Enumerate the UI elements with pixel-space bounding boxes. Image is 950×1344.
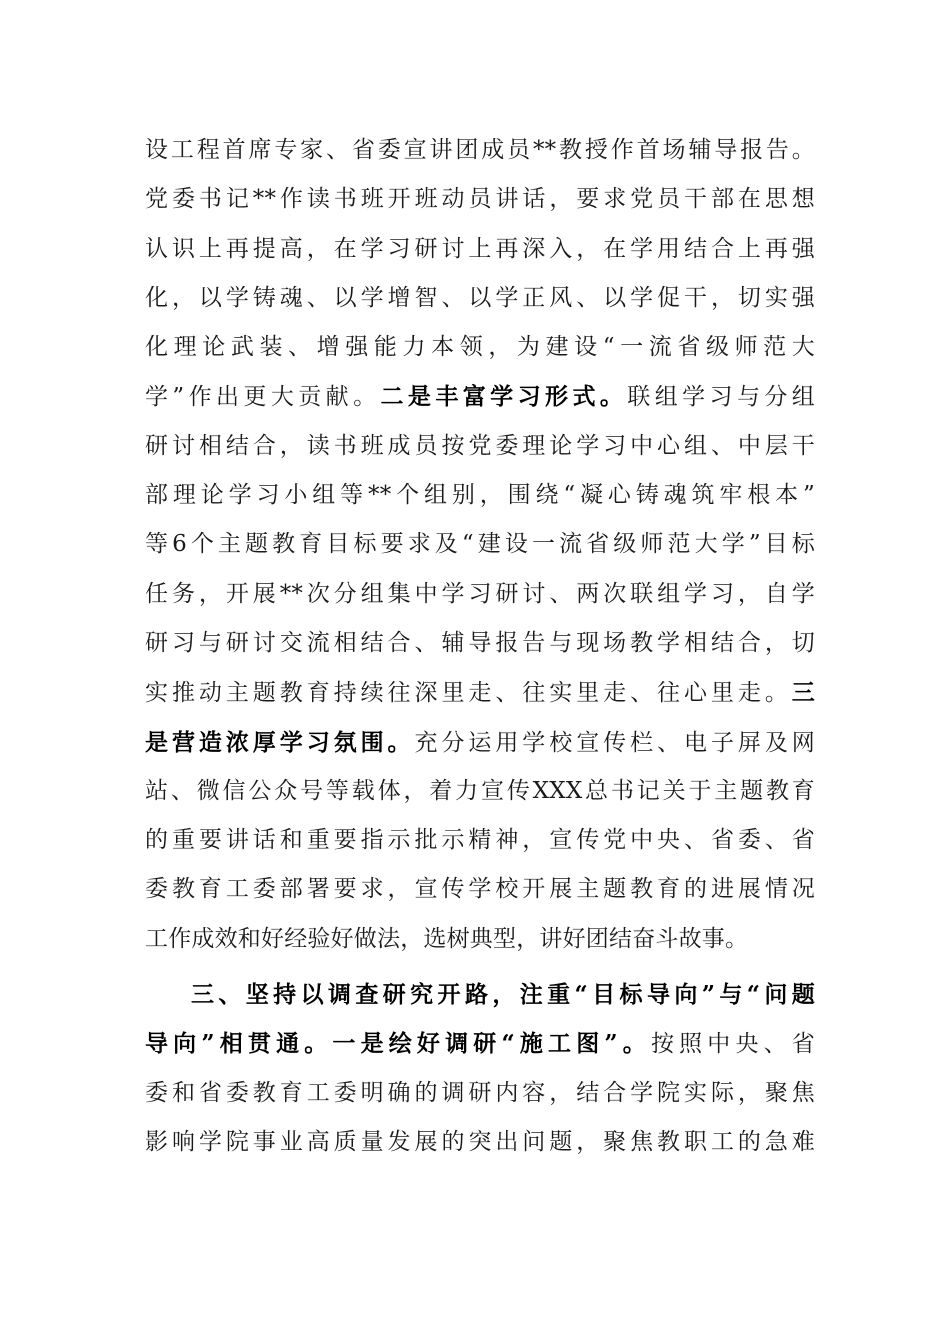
text-segment: 认识上再提高，在学习研讨上再深入，在学用结合上再强 (145, 235, 815, 262)
text-line (145, 1118, 815, 1167)
text-line (145, 323, 815, 372)
text-segment: 化，以学铸魂、以学增智、以学正风、以学促干，切实强 (145, 284, 815, 311)
text-line (145, 1019, 815, 1068)
text-segment: 等6个主题教育目标要求及“建设一流省级师范大学”目标 (145, 531, 815, 558)
bold-text-segment: 是营造浓厚学习氛围。 (145, 728, 415, 756)
text-line (145, 915, 815, 964)
text-line (145, 225, 815, 274)
text-segment: 委和省委教育工委明确的调研内容，结合学院实际，聚焦 (145, 1079, 815, 1106)
text-segment: 按照中央、省 (650, 1031, 815, 1058)
text-segment: 站、微信公众号等载体，着力宣传XXX总书记关于主题教育 (145, 777, 815, 804)
text-segment: 设工程首席专家、省委宣讲团成员**教授作首场辅导报告。 (145, 137, 815, 163)
text-segment: 的重要讲话和重要指示批示精神，宣传党中央、省委、省 (145, 827, 815, 854)
text-segment: 充分运用学校宣传栏、电子屏及网 (414, 729, 815, 756)
text-line (145, 422, 815, 471)
text-segment: 研习与研讨交流相结合、辅导报告与现场教学相结合，切 (145, 629, 815, 656)
text-segment: 部理论学习小组等**个组别，围绕“凝心铸魂筑牢根本” (145, 482, 815, 509)
text-segment: 化理论武装、增强能力本领，为建设“一流省级师范大 (145, 334, 815, 361)
text-line (145, 372, 815, 421)
text-segment: 学”作出更大贡献。 (145, 384, 381, 411)
text-line (145, 126, 815, 175)
text-line (145, 619, 815, 668)
text-line (145, 1069, 815, 1118)
bold-text-segment: 二是丰富学习形式。 (380, 383, 628, 411)
text-line (145, 520, 815, 569)
text-segment: 委教育工委部署要求，宣传学校开展主题教育的进展情况 (145, 876, 815, 903)
text-line (145, 668, 815, 717)
text-segment: 工作成效和好经验好做法，选树典型，讲好团结奋斗故事。 (145, 925, 749, 952)
text-segment: 研讨相结合，读书班成员按党委理论学习中心组、中层干 (145, 432, 815, 459)
text-segment: 实推动主题教育持续往深里走、往实里走、往心里走。 (145, 680, 792, 707)
text-line (145, 816, 815, 865)
text-line (145, 274, 815, 323)
bold-text-segment: 三 (791, 679, 815, 707)
text-line (145, 570, 815, 619)
text-segment: 党委书记**作读书班开班动员讲话，要求党员干部在思想 (145, 186, 815, 213)
text-segment: 联组学习与分组 (627, 384, 815, 411)
text-line (145, 865, 815, 914)
bold-text-segment: 三、坚持以调查研究开路，注重“目标导向”与“问题 (191, 981, 815, 1009)
text-line (145, 718, 815, 767)
text-line (145, 767, 815, 816)
text-line (145, 471, 815, 520)
body-text (145, 126, 815, 1167)
text-line (145, 175, 815, 224)
text-segment: 影响学院事业高质量发展的突出问题，聚焦教职工的急难 (145, 1128, 815, 1155)
bold-text-segment: 导向”相贯通。一是绘好调研“施工图”。 (145, 1030, 651, 1058)
text-segment: 任务，开展**次分组集中学习研讨、两次联组学习，自学 (145, 580, 815, 607)
text-line (145, 970, 815, 1019)
